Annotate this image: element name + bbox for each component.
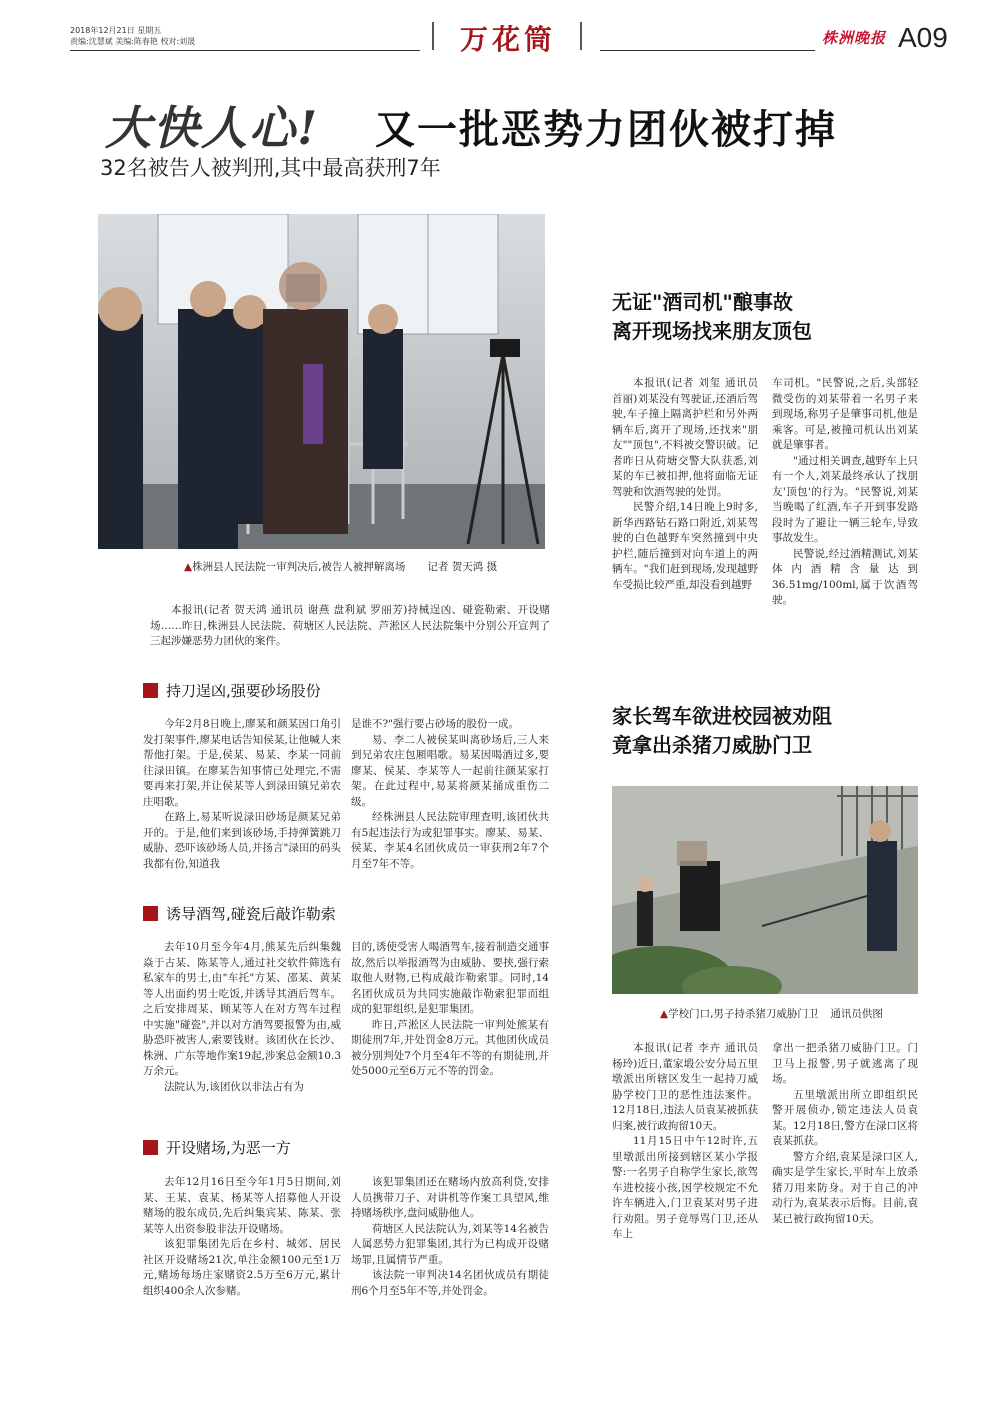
story2-col1 bbox=[612, 376, 758, 593]
section-2-col1-p2: 法院认为,该团伙以非法占有为 bbox=[164, 1080, 304, 1093]
story3-col1 bbox=[612, 1041, 758, 1243]
story3-caption-text: 学校门口,男子持杀猪刀威胁门卫 bbox=[668, 1008, 819, 1020]
section-2-col1-p1: 去年10月至今年4月,熊某先后纠集魏焱于古某、陈某等人,通过社交软件筛选有私家车的男士,由"车托"方某、邵某、黄某等人出面约男士吃饭,并诱导其酒后驾车。之后安排周某、顾某等人在对方驾车过程中实施"碰瓷",并以对方酒驾要报警为由,威胁恐吓被害人,索要钱财。该团伙在长沙、株洲、广东等地作案19起,涉案总金额10.3万余元。 bbox=[143, 941, 341, 1077]
headline-subtitle: 32名被告人被判刑,其中最高获刑7年 bbox=[100, 156, 441, 180]
section-1-col1 bbox=[143, 717, 341, 872]
story3-col2-p1: 拿出一把杀猪刀威胁门卫。门卫马上报警,男子就逃离了现场。 bbox=[772, 1042, 918, 1085]
section-3-heading bbox=[143, 1137, 291, 1158]
story3-col2 bbox=[772, 1041, 918, 1227]
date-line: 2018年12月21日 星期五 bbox=[70, 26, 162, 35]
section-3-col2-p3: 该法院一审判决14名团伙成员有期徒刑6个月至5年不等,并处罚金。 bbox=[351, 1269, 549, 1297]
section-1-marker-icon bbox=[143, 683, 158, 698]
courtroom-photo-icon bbox=[98, 214, 545, 549]
story3-title-line1: 家长驾车欲进校园被劝阻 bbox=[612, 704, 832, 728]
story2-col2-p1: 车司机。"民警说,之后,头部轻微受伤的刘某带着一名男子来到现场,称男子是肇事司机,他是乘客。可是,被撞司机认出刘某就是肇事者。 bbox=[772, 377, 918, 451]
story3-col2-p2: 五里墩派出所立即组织民警开展侦办,锁定违法人员袁某。12月18日,警方在渌口区将袁某抓获。 bbox=[772, 1088, 918, 1147]
story2-col2-p2: "通过相关调查,越野车上只有一个人,刘某最终承认了找朋友'顶包'的行为。"民警说,刘某当晚喝了红酒,车子开到事发路段时为了避让一辆三轮车,导致事故发生。 bbox=[772, 454, 918, 544]
story3-caption-credit: 通讯员供图 bbox=[830, 1008, 883, 1020]
section-1-heading-text: 持刀逞凶,强要砂场股份 bbox=[166, 682, 321, 700]
section-2-col2-p2: 昨日,芦淞区人民法院一审判处熊某有期徒刑7年,并处罚金8万元。其他团伙成员被分别判处7个月至4年不等的有期徒刑,并处5000元至6万元不等的罚金。 bbox=[351, 1018, 549, 1077]
editors-line: 责编:沈慧斌 美编:陈春艳 校对:刘晟 bbox=[70, 37, 196, 46]
story3-title-line2: 竟拿出杀猪刀威胁门卫 bbox=[612, 733, 812, 757]
main-photo-caption bbox=[184, 559, 497, 574]
section-3-col1 bbox=[143, 1175, 341, 1299]
section-2-heading-text: 诱导酒驾,碰瓷后敲诈勒索 bbox=[166, 905, 336, 923]
story2-col2 bbox=[772, 376, 918, 609]
story2-col1-p2: 民警介绍,14日晚上9时多,新华西路钻石路口附近,刘某驾驶的白色越野车突然撞到中央护栏,随后撞到对向车道上的两辆车。"我们赶到现场,发现越野车受损比较严重,却没看到越野 bbox=[612, 501, 758, 591]
section-1-col1-p2: 在路上,易某听说渌田砂场是颜某兄弟开的。于是,他们来到该砂场,手持弹簧跳刀威胁、恐吓该砂场人员,并扬言"渌田的码头我都有份,知道我 bbox=[143, 811, 341, 870]
story2-col2-p3: 民警说,经过酒精测试,刘某体内酒精含量达到36.51mg/100ml,属于饮酒驾驶。 bbox=[772, 547, 918, 606]
main-caption-credit: 记者 贺天鸿 摄 bbox=[427, 561, 498, 573]
section-2-col2 bbox=[351, 940, 549, 1080]
story3-col1-p2: 11月15日中午12时许,五里墩派出所接到辖区某小学报警:一名男子自称学生家长,欲驾车进校接小孩,因学校规定不允许车辆进入,门卫袁某对男子进行劝阻。男子竟辱骂门卫,还从车上 bbox=[612, 1135, 758, 1240]
section-2-col1 bbox=[143, 940, 341, 1095]
section-3-col1-p2: 该犯罪集团先后在乡村、城郊、居民社区开设赌场21次,单注金额100元至1万元,赌场每场庄家赌资2.5万至6万元,累计组织400余人次参赌。 bbox=[143, 1238, 341, 1297]
header-bar-right bbox=[580, 22, 582, 50]
page-number: A09 bbox=[898, 22, 948, 53]
headline-kicker: 大快人心! bbox=[105, 101, 320, 155]
section-3-col2 bbox=[351, 1175, 549, 1299]
section-3-col2-p1: 该犯罪集团还在赌场内放高利贷,安排人员携带刀子、对讲机等作案工具望风,维持赌场秩序,盘问威胁他人。 bbox=[351, 1176, 549, 1219]
main-lead-text: 本报讯(记者 贺天鸿 通讯员 谢燕 盘利斌 罗丽芳)持械逞凶、碰瓷勒索、开设赌场……昨日,株洲县人民法院、荷塘区人民法院、芦淞区人民法院集中分别公开宣判了三起涉嫌恶势力团伙的案件。 bbox=[150, 604, 550, 647]
main-caption-text: 株洲县人民法院一审判决后,被告人被押解离场 bbox=[192, 561, 406, 573]
school-gate-photo-icon bbox=[612, 786, 918, 994]
section-1-col2 bbox=[351, 717, 549, 872]
story2-title-line1: 无证"酒司机"酿事故 bbox=[612, 290, 793, 314]
school-gate-photo bbox=[612, 786, 918, 994]
section-2-marker-icon bbox=[143, 906, 158, 921]
section-1-col2-p1: 是谁不?"强行要占砂场的股份一成。 bbox=[351, 718, 519, 730]
story2-title-line2: 离开现场找来朋友顶包 bbox=[612, 319, 812, 343]
section-1-col1-p1: 今年2月8日晚上,廖某和颜某因口角引发打架事件,廖某电话告知侯某,让他喊人来帮他打架。于是,侯某、易某、李某一同前往渌田镇。在廖某告知事情已处理完,不需要再来打架,并让侯某等人到渌田镇兄弟农庄唱歌。 bbox=[143, 718, 341, 808]
story3-col2-p3: 警方介绍,袁某是渌口区人,确实是学生家长,平时车上放杀猪刀用来防身。对于自己的冲动行为,袁某表示后悔。目前,袁某已被行政拘留10天。 bbox=[772, 1150, 918, 1225]
main-lead bbox=[150, 603, 550, 650]
headline-title: 又一批恶势力团伙被打掉 bbox=[375, 107, 837, 153]
story3-title bbox=[612, 702, 832, 760]
story3-col1-p1: 本报讯(记者 李卉 通讯员 杨玲)近日,董家塅公安分局五里墩派出所辖区发生一起持刀威胁学校门卫的恶性违法案件。12月18日,违法人员袁某被抓获归案,被行政拘留10天。 bbox=[612, 1042, 758, 1132]
section-3-marker-icon bbox=[143, 1140, 158, 1155]
story3-caption-marker-icon: ▲ bbox=[660, 1008, 669, 1020]
section-3-heading-text: 开设赌场,为恶一方 bbox=[166, 1139, 291, 1157]
section-name: 万花筒 bbox=[460, 23, 557, 56]
section-1-heading bbox=[143, 680, 321, 701]
caption-marker-icon: ▲ bbox=[184, 561, 193, 573]
section-1-col2-p3: 经株洲县人民法院审理查明,该团伙共有5起违法行为或犯罪事实。廖某、易某、侯某、李某4名团伙成员一审获刑2年7个月至7年不等。 bbox=[351, 811, 549, 870]
header-rule-right bbox=[600, 50, 815, 51]
section-2-heading bbox=[143, 903, 336, 924]
paper-logo: 株洲晚报 bbox=[822, 29, 887, 47]
header-rule-left bbox=[70, 50, 420, 51]
header-bar-left bbox=[432, 22, 434, 50]
section-3-col1-p1: 去年12月16日至今年1月5日期间,刘某、王某、袁某、杨某等人招募他人开设赌场的股东成员,先后纠集宾某、陈某、张某等人出资参股非法开设赌场。 bbox=[143, 1176, 341, 1235]
section-1-col2-p2: 易、李二人被侯某叫离砂场后,三人来到兄弟农庄包厢唱歌。易某因喝酒过多,要廖某、侯某、李某等人一起前往颜某家打架。在此过程中,易某将颜某捅成重伤二级。 bbox=[351, 733, 549, 808]
section-3-col2-p2: 荷塘区人民法院认为,刘某等14名被告人属恶势力犯罪集团,其行为已构成开设赌场罪,且属情节严重。 bbox=[351, 1222, 549, 1266]
section-2-col2-p1: 目的,诱使受害人喝酒驾车,接着制造交通事故,然后以举报酒驾为由威胁、要挟,强行索取他人财物,已构成敲诈勒索罪。同时,14名团伙成员为共同实施敲诈勒索犯罪而组成的犯罪组织,是犯罪集团。 bbox=[351, 941, 549, 1015]
story2-col1-p1: 本报讯(记者 刘玺 通讯员 首丽)刘某没有驾驶证,还酒后驾驶,车子撞上隔离护栏和另外两辆车后,离开了现场,还找来"朋友""顶包",不料被交警识破。记者昨日从荷塘交警大队获悉,刘某的车已被扣押,他将面临无证驾驶和饮酒驾驶的处罚。 bbox=[612, 377, 758, 498]
story2-title bbox=[612, 288, 812, 346]
courtroom-photo bbox=[98, 214, 545, 549]
story3-photo-caption bbox=[660, 1006, 883, 1021]
